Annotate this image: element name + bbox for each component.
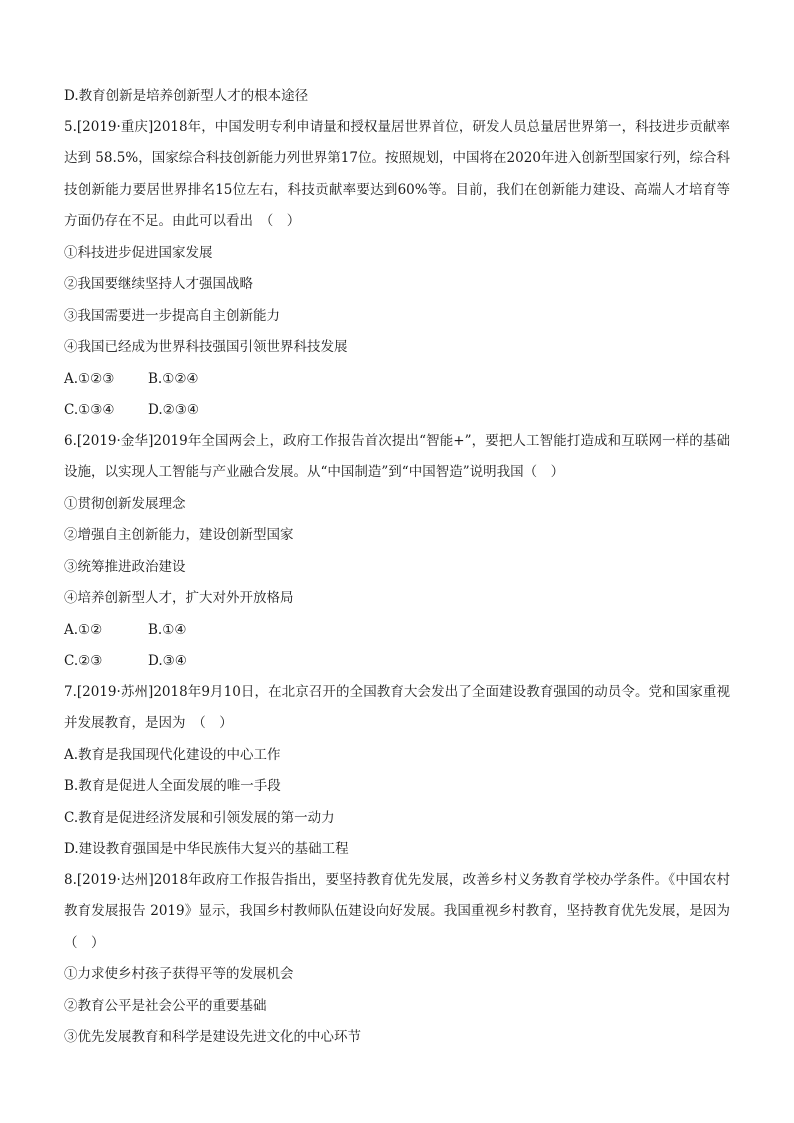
question-5-option-d: D.②③④ bbox=[148, 402, 199, 418]
question-6-item-4: ④培养创新型人才，扩大对外开放格局 bbox=[64, 590, 294, 606]
question-6-option-a: A.①② bbox=[64, 621, 103, 638]
question-5-options-row-2 bbox=[64, 400, 730, 420]
question-6-options-row-1 bbox=[64, 620, 730, 640]
question-6-option-b: B.①④ bbox=[148, 621, 187, 638]
question-8-item-2: ②教育公平是社会公平的重要基础 bbox=[64, 997, 267, 1014]
question-7-option-c: C.教育是促进经济发展和引领发展的第一动力 bbox=[64, 809, 335, 826]
question-5-item-1: ①科技进步促进国家发展 bbox=[64, 244, 213, 261]
question-5 bbox=[64, 112, 730, 238]
question-8-item-3: ③优先发展教育和科学是建设先进文化的中心环节 bbox=[64, 1029, 361, 1045]
question-5-options-row-1 bbox=[64, 369, 730, 389]
question-5-item-4: ④我国已经成为世界科技强国引领世界科技发展 bbox=[64, 339, 348, 355]
q4-option-d: D.教育创新是培养创新型人才的根本途径 bbox=[64, 88, 309, 104]
question-7-option-a: A.教育是我国现代化建设的中心工作 bbox=[64, 746, 281, 763]
question-5-item-2: ②我国要继续坚持人才强国战略 bbox=[64, 276, 253, 292]
document-content bbox=[64, 86, 744, 1059]
question-6-item-2: ②增强自主创新能力，建设创新型国家 bbox=[64, 527, 294, 543]
question-6-stem: 6.[2019·金华]2019年全国两会上，政府工作报告首次提出“智能+”，要把人工智能打造成和互联网一样的基础设施，以实现人工智能与产业融合发展。从“中国制造”到“中国智造”说明我国（ ） bbox=[64, 432, 730, 480]
question-6-option-d: D.③④ bbox=[148, 653, 187, 669]
question-8-stem: 8.[2019·达州]2018年政府工作报告指出，要坚持教育优先发展，改善乡村义务教育学校办学条件。《中国农村教育发展报告 2019》显示，我国乡村教师队伍建设向好发展。我国重视乡村教育，坚持教育优先发展，是因为 （ ） bbox=[64, 871, 744, 951]
question-5-item-3: ③我国需要进一步提高自主创新能力 bbox=[64, 307, 280, 324]
question-6-options-row-2 bbox=[64, 651, 730, 671]
question-6-option-c: C.②③ bbox=[64, 653, 103, 669]
question-6-item-1: ①贯彻创新发展理念 bbox=[64, 495, 186, 512]
question-5-stem: 5.[2019·重庆]2018年，中国发明专利申请量和授权量居世界首位，研发人员总量居世界第一，科技进步贡献率达到 58.5%，国家综合科技创新能力列世界第17位。按照规划，中国将在2020年进入创新型国家行列，综合科技创新能力要居世界排名15位左右，科技贡献率要达到60%等。目前，我们在创新能力建设、高端人才培育等方面仍存在不足。由此可以看出 （ ） bbox=[64, 118, 730, 229]
question-5-option-b: B.①②④ bbox=[148, 370, 199, 387]
question-7-option-d: D.建设教育强国是中华民族伟大复兴的基础工程 bbox=[64, 841, 349, 857]
question-7-option-b: B.教育是促进人全面发展的唯一手段 bbox=[64, 778, 281, 794]
question-6 bbox=[64, 426, 730, 489]
question-5-option-a: A.①②③ bbox=[64, 370, 115, 387]
question-6-item-3: ③统筹推进政治建设 bbox=[64, 558, 186, 575]
question-5-option-c: C.①③④ bbox=[64, 402, 115, 418]
question-7 bbox=[64, 677, 730, 740]
question-7-stem: 7.[2019·苏州]2018年9月10日，在北京召开的全国教育大会发出了全面建设教育强国的动员令。党和国家重视并发展教育，是因为 （ ） bbox=[64, 683, 730, 731]
question-8 bbox=[64, 865, 744, 960]
question-8-item-1: ①力求使乡村孩子获得平等的发展机会 bbox=[64, 966, 294, 982]
